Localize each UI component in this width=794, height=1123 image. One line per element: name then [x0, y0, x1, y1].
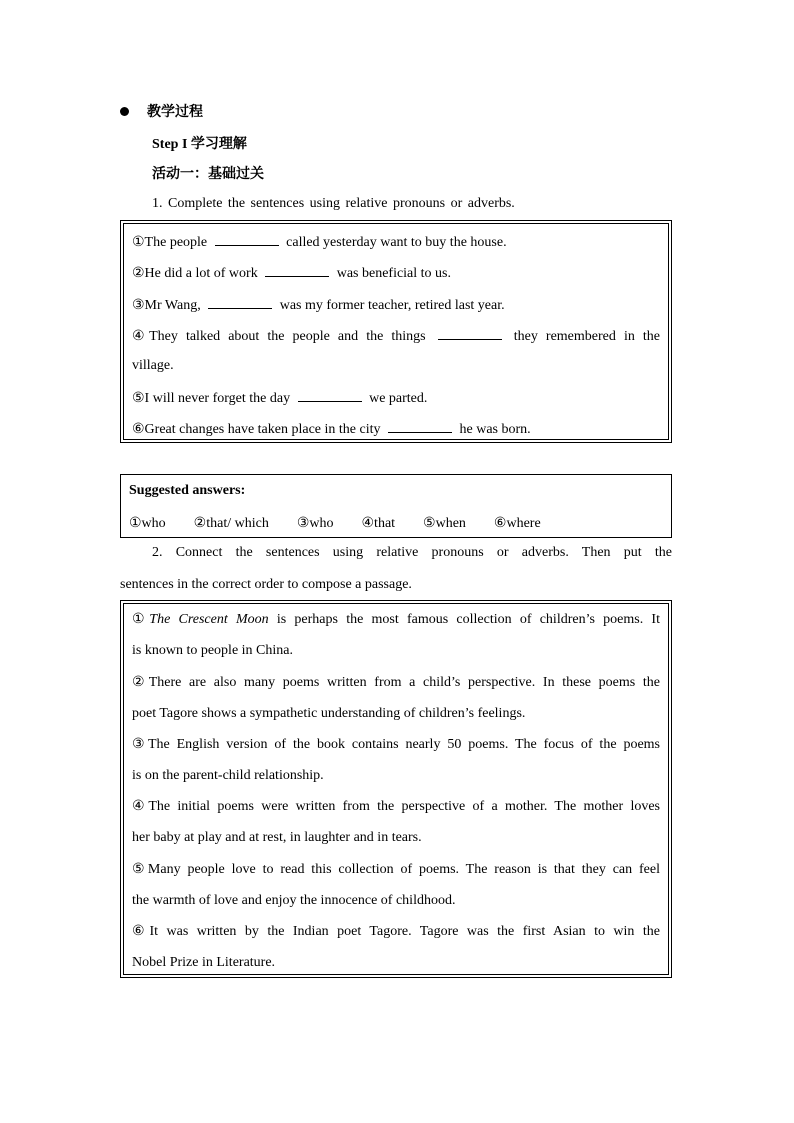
item-text: ②He did a lot of work: [132, 266, 262, 281]
exercise2-instruction-line1: 2. Connect the sentences using relative pronouns or adverbs. Then put the: [152, 545, 672, 560]
passage-line: poet Tagore shows a sympathetic understanding of children’s feelings.: [132, 706, 526, 721]
exercise1-box: [120, 220, 672, 443]
item-text: ①The people: [132, 235, 211, 250]
step-title: [152, 133, 247, 153]
item-text: village.: [132, 358, 174, 373]
step-title-cn: 学习理解: [190, 136, 247, 152]
section-title: 教学过程: [147, 104, 203, 120]
answers-title: Suggested answers:: [129, 483, 246, 498]
item-text: he was born.: [456, 422, 531, 437]
exercise1-item-continued: [132, 356, 660, 376]
exercise1-item: [132, 325, 660, 347]
book-title: The Crescent Moon: [149, 612, 269, 627]
item-number: ①: [132, 612, 150, 627]
passage-line: the warmth of love and enjoy the innocence of childhood.: [132, 893, 456, 908]
answer-blank[interactable]: [388, 418, 452, 433]
item-text: ⑤I will never forget the day: [132, 391, 294, 406]
answer-blank[interactable]: [438, 325, 502, 340]
exercise2-box: [120, 600, 672, 978]
answer-blank[interactable]: [298, 387, 362, 402]
item-text: ④They talked about the people and the things: [132, 329, 434, 344]
exercise1-item: [132, 231, 660, 253]
passage-line: ②There are also many poems written from a child’s perspective. In these poems the: [132, 675, 660, 690]
passage-line: ⑤Many people love to read this collection of poems. The reason is that they can feel: [132, 862, 660, 877]
answer-item: ③who: [296, 516, 334, 531]
passage-line: ④The initial poems were written from the perspective of a mother. The mother loves: [132, 799, 660, 814]
passage-line: her baby at play and at rest, in laughter and in tears.: [132, 830, 422, 845]
activity-title: 活动一：基础过关: [152, 166, 264, 182]
item-text: they remembered in the: [505, 329, 661, 344]
exercise1-instruction: 1. Complete the sentences using relative pronouns or adverbs.: [152, 196, 515, 211]
exercise2-instruction-line2: sentences in the correct order to compose a passage.: [120, 577, 412, 592]
answer-blank[interactable]: [215, 231, 279, 246]
item-text: ⑥Great changes have taken place in the city: [132, 422, 384, 437]
passage-line: Nobel Prize in Literature.: [132, 955, 276, 970]
answer-item: ④that: [361, 516, 396, 531]
passage-line: [132, 610, 660, 630]
answers-list: [129, 515, 569, 532]
passage-line: is on the parent-child relationship.: [132, 768, 324, 783]
section-heading: [120, 100, 203, 122]
bullet-icon: [120, 107, 129, 116]
passage-line: ⑥It was written by the Indian poet Tagore. Tagore was the first Asian to win the: [132, 924, 660, 939]
answer-item: ⑤when: [423, 516, 466, 531]
item-text: called yesterday want to buy the house.: [282, 235, 507, 250]
answer-item: ②that/ which: [193, 516, 269, 531]
answer-item: ①who: [129, 516, 166, 531]
exercise1-item: [132, 262, 660, 284]
answer-blank[interactable]: [265, 262, 329, 277]
exercise1-item: [132, 387, 660, 409]
exercise1-box-inner: [123, 223, 669, 440]
exercise1-item: [132, 418, 660, 440]
step-title-prefix: Step I: [152, 137, 191, 152]
line-text: is perhaps the most famous collection of children’s poems. It: [268, 612, 660, 627]
item-text: we parted.: [365, 391, 428, 406]
passage-line: ③The English version of the book contains nearly 50 poems. The focus of the poems: [132, 737, 660, 752]
passage-line: is known to people in China.: [132, 643, 293, 658]
answers-box: [120, 474, 672, 538]
answer-blank[interactable]: [208, 294, 272, 309]
item-text: was my former teacher, retired last year.: [276, 298, 505, 313]
answer-item: ⑥where: [493, 516, 541, 531]
exercise2-box-inner: [123, 603, 669, 975]
item-text: was beneficial to us.: [333, 266, 451, 281]
exercise1-item: [132, 294, 660, 316]
item-text: ③Mr Wang,: [132, 298, 205, 313]
